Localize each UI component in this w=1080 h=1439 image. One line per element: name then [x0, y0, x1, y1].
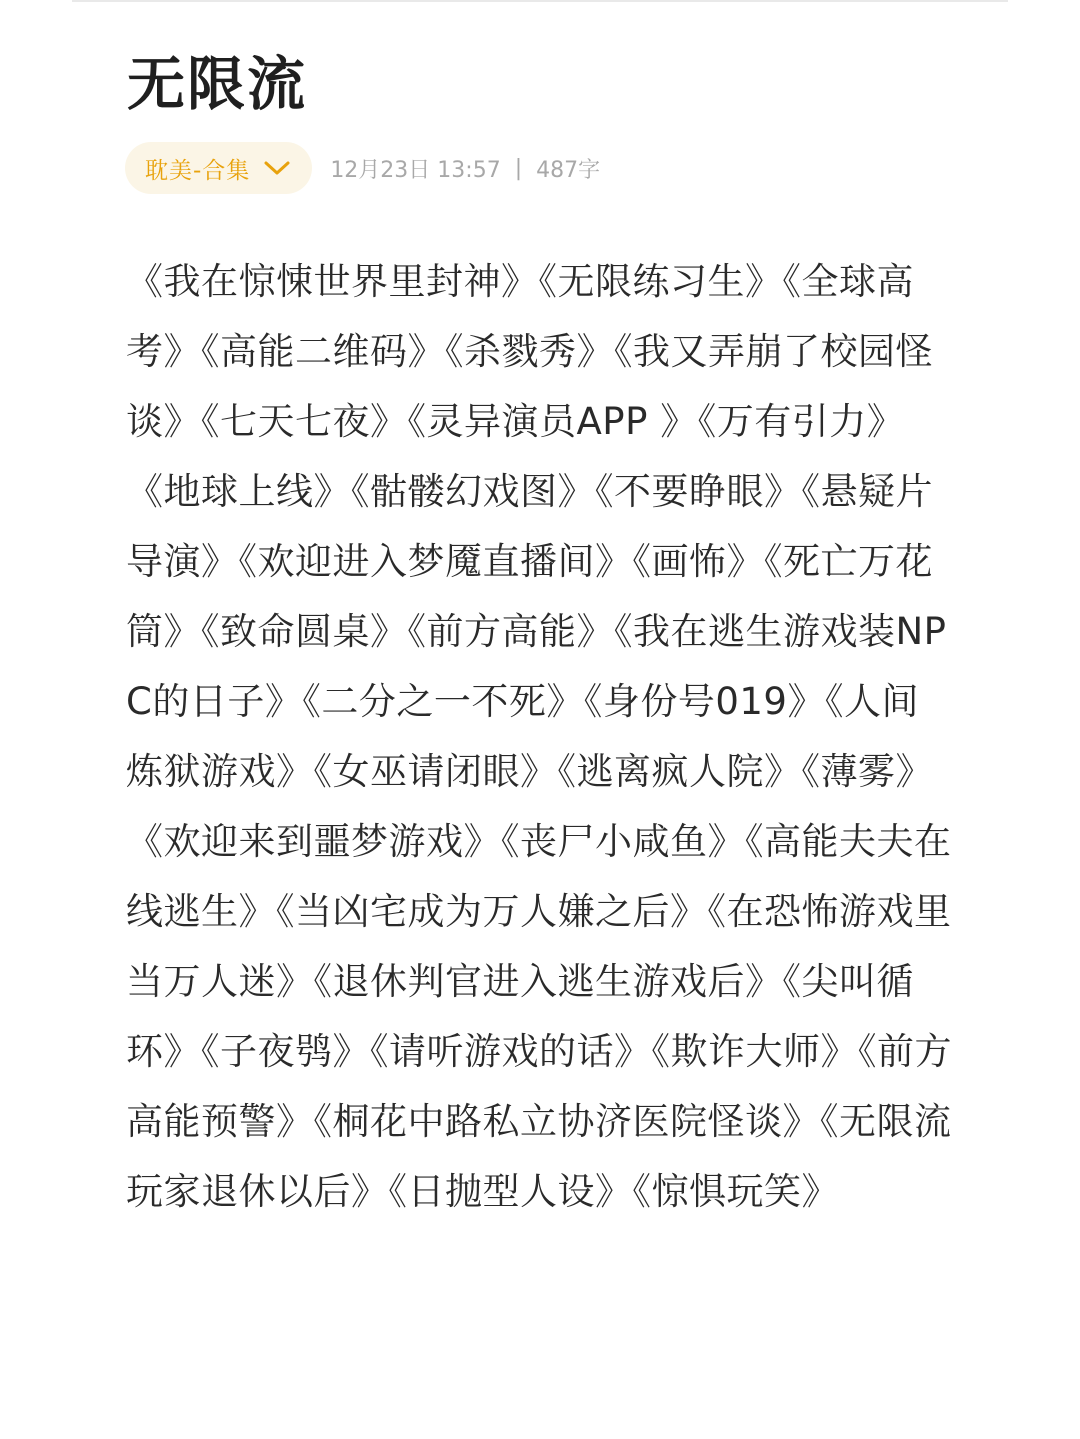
post-content: 《我在惊悚世界里封神》《无限练习生》《全球高考》《高能二维码》《杀戮秀》《我又弄崩了校园怪谈》《七天七夜》《灵异演员APP 》《万有引力》《地球上线》《骷髅幻戏图》《不要睁眼》《悬疑片导演》《欢迎进入梦魇直播间》《画怖》《死亡万花筒》《致命圆桌》《前方高能》《我在逃生游戏装NPC的日子》《二分之一不死》《身份号019》《人间炼狱游戏》《女巫请闭眼》《逃离疯人院》《薄雾》《欢迎来到噩梦游戏》《丧尸小咸鱼》《高能夫夫在线逃生》《当凶宅成为万人嫌之后》《在恐怖游戏里当万人迷》《退休判官进入逃生游戏后》《尖叫循环》《子夜鸮》《请听游戏的话》《欺诈大师》《前方高能预警》《桐花中路私立协济医院怪谈》《无限流玩家退休以后》《日抛型人设》《惊惧玩笑》 — [126, 260, 952, 1213]
meta-separator: | — [514, 155, 523, 181]
post-meta — [330, 153, 600, 184]
page-title: 无限流 — [127, 50, 308, 118]
top-divider — [72, 0, 1008, 2]
meta-row — [125, 142, 600, 194]
category-label: 耽美-合集 — [145, 157, 251, 184]
category-dropdown-button[interactable] — [125, 142, 312, 194]
post-date: 12月23日 13:57 — [330, 157, 501, 183]
chevron-down-icon — [262, 158, 292, 178]
word-count: 487字 — [536, 157, 601, 183]
